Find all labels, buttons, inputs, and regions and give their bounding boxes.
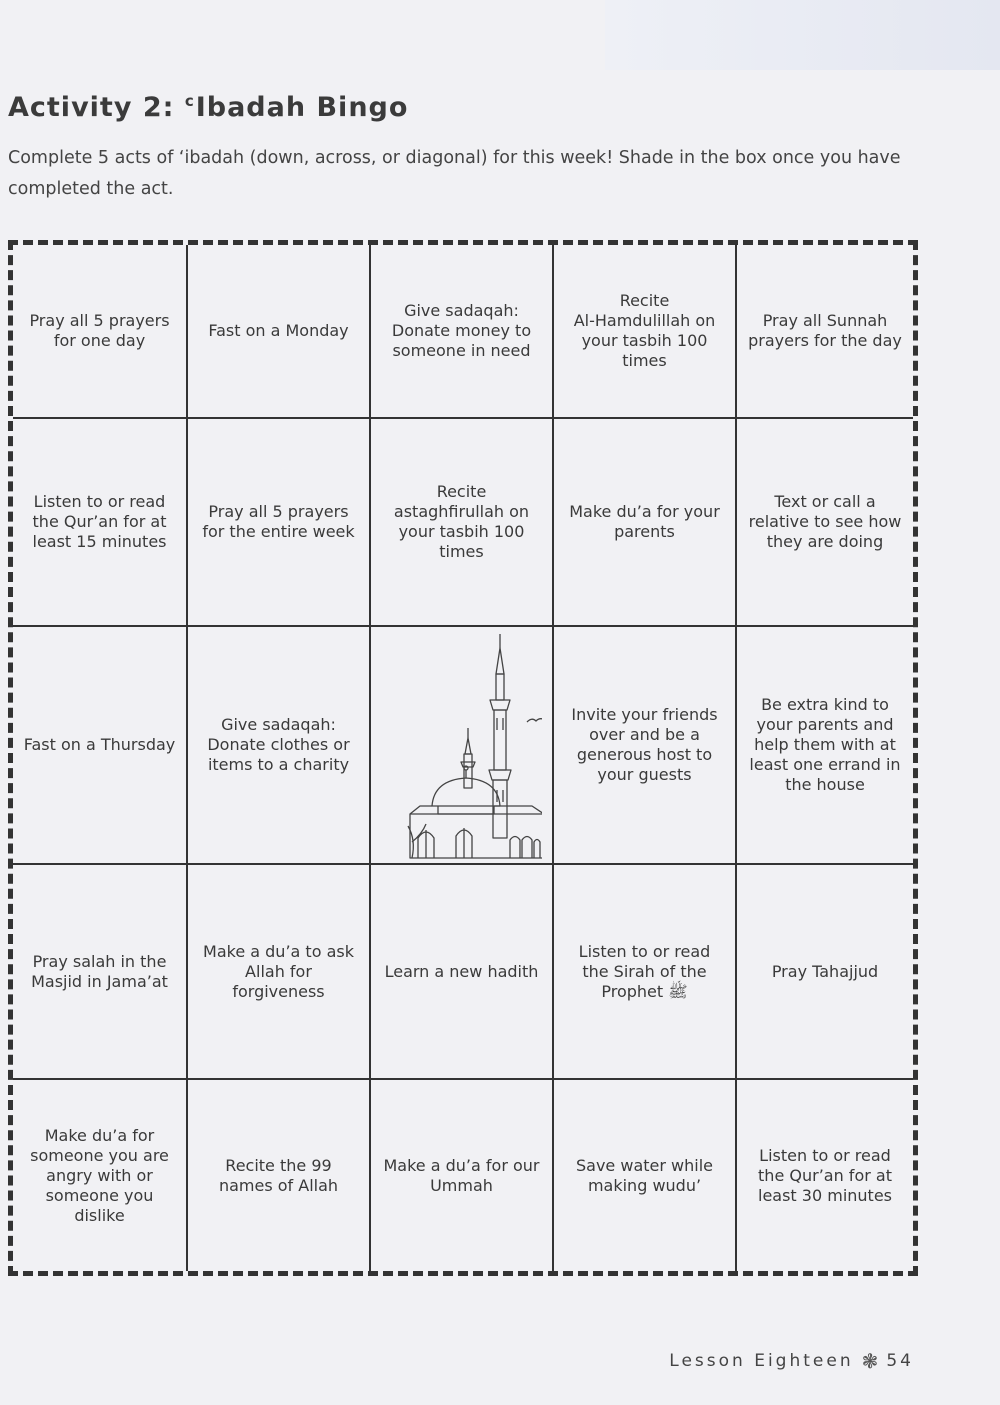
bingo-board [8,240,918,1276]
bingo-cell[interactable]: Pray salah in the Masjid in Jama’at [13,865,188,1080]
bingo-cell[interactable]: Make du’a for someone you are angry with or someone you dislike [13,1080,188,1271]
bingo-cell[interactable]: Pray all 5 prayers for one day [13,245,188,419]
bingo-cell[interactable]: Invite your friends over and be a generous host to your guests [554,627,737,865]
bingo-cell[interactable]: Fast on a Monday [188,245,371,419]
bingo-cell[interactable]: Listen to or read the Qur’an for at least 30 minutes [758,1145,892,1205]
bingo-grid [13,245,913,1271]
bingo-cell[interactable]: Listen to or read the Sirah of the Prophet ﷺ [554,865,737,1080]
bingo-cell[interactable]: Pray all 5 prayers for the entire week [188,419,371,627]
bingo-cell[interactable]: Make a du’a for our Ummah [371,1080,554,1271]
bingo-cell[interactable]: Recite astaghfirullah on your tasbih 100 times [371,419,554,627]
page-number: 54 [886,1351,914,1371]
lesson-label: Lesson Eighteen [669,1351,854,1371]
mosque-icon [382,630,542,860]
bingo-cell[interactable]: Pray all Sunnah prayers for the day [737,245,913,419]
bingo-cell[interactable]: Give sadaqah: Donate clothes or items to a charity [188,627,371,865]
bingo-free-cell [371,627,554,865]
bingo-cell[interactable]: Give sadaqah: Donate money to someone in need [371,245,554,419]
activity-instructions: Complete 5 acts of ‘ibadah (down, across, or diagonal) for this week! Shade in the box once you have completed the act. [8,148,901,199]
bingo-cell[interactable]: Recite Al-Hamdulillah on your tasbih 100 times [554,245,737,419]
activity-title: Activity 2: $^c$Ibadah Bingo [8,92,409,123]
bingo-cell[interactable]: Text or call a relative to see how they are doing [737,419,913,627]
flower-ornament-icon: ❃ [861,1349,879,1373]
bingo-cell[interactable]: Learn a new hadith [371,865,554,1080]
bingo-cell[interactable]: Make a du’a to ask Allah for forgiveness [188,865,371,1080]
bingo-cell[interactable]: Pray Tahajjud [737,865,913,1080]
bingo-cell[interactable]: Save water while making wudu’ [554,1080,737,1271]
bingo-cell[interactable]: Recite the 99 names of Allah [188,1080,371,1271]
header-decoration [605,0,1000,70]
page-footer [669,1349,914,1373]
bingo-cell[interactable]: Fast on a Thursday [13,627,188,865]
bingo-cell[interactable]: Listen to or read the Qur’an for at least 15 minutes [13,419,188,627]
bingo-cell[interactable]: Make du’a for your parents [554,419,737,627]
bingo-cell[interactable]: Be extra kind to your parents and help them with at least one errand in the house [737,627,913,865]
